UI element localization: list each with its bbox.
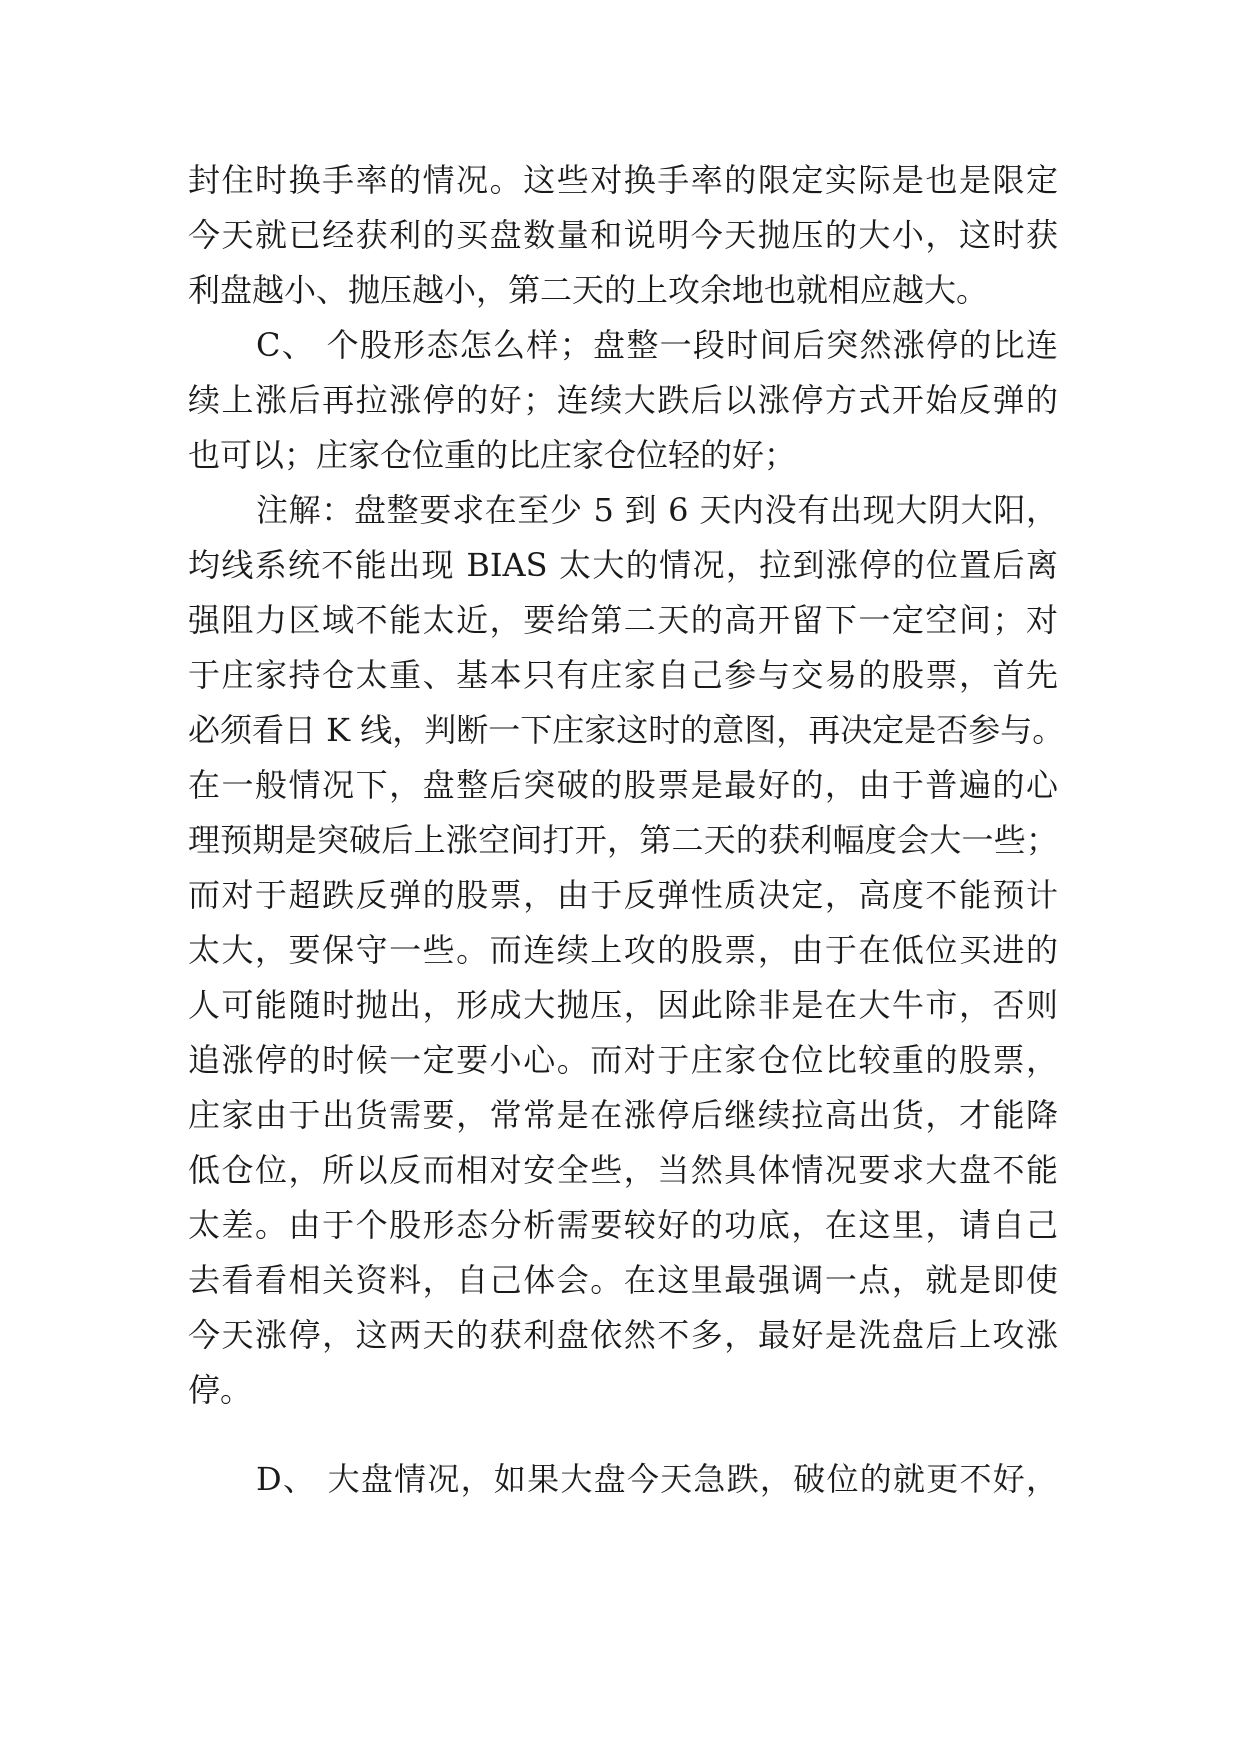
text-line: 也可以；庄家仓位重的比庄家仓位轻的好； (188, 436, 797, 474)
text-line: C、 个股形态怎么样；盘整一段时间后突然涨停的比连 (256, 326, 1058, 364)
text-line: 去看看相关资料，自己体会。在这里最强调一点，就是即使 (188, 1261, 1058, 1299)
text-line: 续上涨后再拉涨停的好；连续大跌后以涨停方式开始反弹的 (188, 381, 1058, 419)
text-line: D、 大盘情况，如果大盘今天急跌，破位的就更不好， (256, 1460, 1058, 1498)
text-line: 理预期是突破后上涨空间打开，第二天的获利幅度会大一些； (188, 821, 1058, 859)
paragraph-1 (188, 153, 1058, 318)
text-line: 在一般情况下，盘整后突破的股票是最好的，由于普遍的心 (188, 766, 1058, 804)
text-line: 太大，要保守一些。而连续上攻的股票，由于在低位买进的 (188, 931, 1058, 969)
text-line: 必须看日 K 线，判断一下庄家这时的意图，再决定是否参与。 (188, 711, 1065, 749)
text-line: 而对于超跌反弹的股票，由于反弹性质决定，高度不能预计 (188, 876, 1058, 914)
paragraph-spacer (188, 1418, 1058, 1452)
text-line: 追涨停的时候一定要小心。而对于庄家仓位比较重的股票， (188, 1041, 1058, 1079)
text-line: 利盘越小、抛压越小，第二天的上攻余地也就相应越大。 (188, 271, 989, 309)
text-line: 太差。由于个股形态分析需要较好的功底，在这里，请自己 (188, 1206, 1058, 1244)
text-line: 低仓位，所以反而相对安全些，当然具体情况要求大盘不能 (188, 1151, 1058, 1189)
text-line: 强阻力区域不能太近，要给第二天的高开留下一定空间；对 (188, 601, 1058, 639)
text-line: 封住时换手率的情况。这些对换手率的限定实际是也是限定 (188, 161, 1058, 199)
text-line: 均线系统不能出现 BIAS 太大的情况，拉到涨停的位置后离 (188, 546, 1058, 584)
text-line: 人可能随时抛出，形成大抛压，因此除非是在大牛市，否则 (188, 986, 1058, 1024)
document-body (188, 153, 1065, 1507)
text-line: 于庄家持仓太重、基本只有庄家自己参与交易的股票，首先 (188, 656, 1058, 694)
paragraph-2 (188, 318, 1058, 483)
text-line: 停。 (188, 1371, 253, 1409)
paragraph-4 (188, 1452, 1058, 1507)
text-line: 庄家由于出货需要，常常是在涨停后继续拉高出货，才能降 (188, 1096, 1058, 1134)
text-line: 注解：盘整要求在至少 5 到 6 天内没有出现大阴大阳， (256, 491, 1058, 529)
text-line: 今天涨停，这两天的获利盘依然不多，最好是洗盘后上攻涨 (188, 1316, 1058, 1354)
paragraph-3 (188, 483, 1065, 1418)
text-line: 今天就已经获利的买盘数量和说明今天抛压的大小，这时获 (188, 216, 1058, 254)
